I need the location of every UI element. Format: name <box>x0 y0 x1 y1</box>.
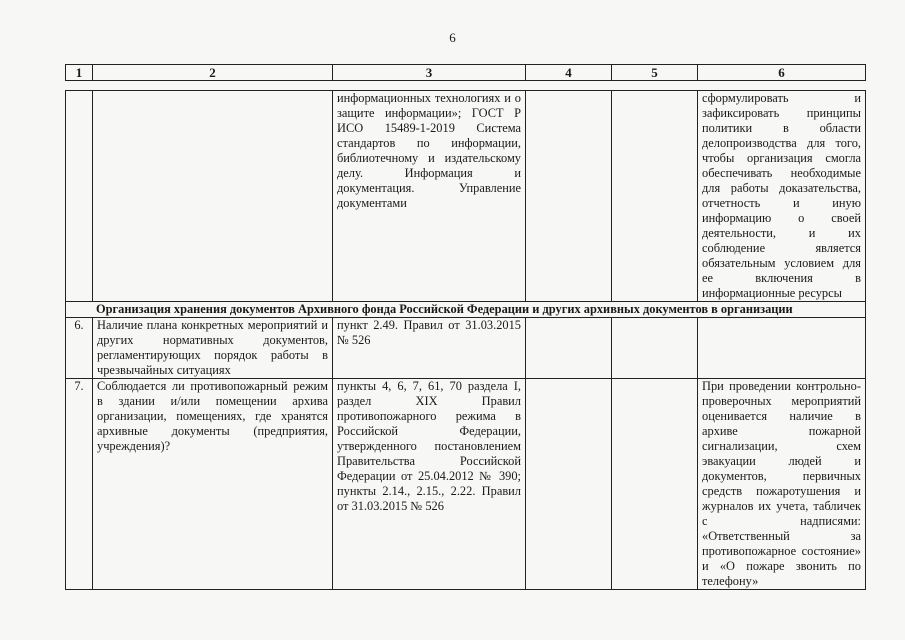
cont-num-cell <box>66 91 93 302</box>
section-title: Организация хранения документов Архивного фонда Российской Федерации и других архивных документов в организации <box>66 302 866 318</box>
header-col-4: 4 <box>526 65 612 81</box>
row-requirements: пункты 4, 6, 7, 61, 70 раздела I, раздел XIX Правил противопожарного режима в Российской Федерации, утвержденного постановлением Правительства Российской Федерации от 25.04.2012 № 390; пункты 2.14., 2.15., 2.22. Правил от 31.03.2015 № 526 <box>333 379 526 590</box>
header-col-2: 2 <box>93 65 333 81</box>
row-col5 <box>612 318 698 379</box>
section-row <box>66 302 866 318</box>
header-col-5: 5 <box>612 65 698 81</box>
row-notes: При проведении контрольно-проверочных мероприятий оценивается наличие в архиве пожарной сигнализации, схем эвакуации людей и документов, первичных средств пожаротушения и журналов их учета, табличек с надписями: «Ответственный за противопожарное состояние» и «О пожаре звонить по телефону» <box>698 379 866 590</box>
header-col-6: 6 <box>698 65 866 81</box>
row-question: Наличие плана конкретных мероприятий и других нормативных документов, регламентирующих порядок работы в чрезвычайных ситуациях <box>93 318 333 379</box>
cont-col5-cell <box>612 91 698 302</box>
row-number: 6. <box>66 318 93 379</box>
row-question: Соблюдается ли противопожарный режим в здании и/или помещении архива организации, помещениях, где хранятся архивные документы (предприятия, учреждения)? <box>93 379 333 590</box>
cont-notes-cell: сформулировать и зафиксировать принципы политики в области делопроизводства для того, чтобы организация смогла обеспечивать необходимые для работы доказательства, отчетность и иную информацию о своей деятельности, и их соблюдение является обязательным условием для ее включения в информационные ресурсы <box>698 91 866 302</box>
table-row <box>66 379 866 590</box>
header-col-1: 1 <box>66 65 93 81</box>
table-row <box>66 318 866 379</box>
continuation-row <box>66 91 866 302</box>
cont-col4-cell <box>526 91 612 302</box>
row-requirements: пункт 2.49. Правил от 31.03.2015 № 526 <box>333 318 526 379</box>
row-col4 <box>526 318 612 379</box>
row-number: 7. <box>66 379 93 590</box>
cont-requirements-cell: информационных технологиях и о защите информации»; ГОСТ Р ИСО 15489-1-2019 Система стандартов по информации, библиотечному и издательскому делу. Информация и документация. Управление документами <box>333 91 526 302</box>
row-notes <box>698 318 866 379</box>
cont-question-cell <box>93 91 333 302</box>
header-col-3: 3 <box>333 65 526 81</box>
row-col5 <box>612 379 698 590</box>
page-number: 6 <box>449 30 456 45</box>
checklist-table <box>65 90 866 590</box>
row-col4 <box>526 379 612 590</box>
header-row <box>66 65 866 81</box>
column-number-header <box>65 64 866 81</box>
